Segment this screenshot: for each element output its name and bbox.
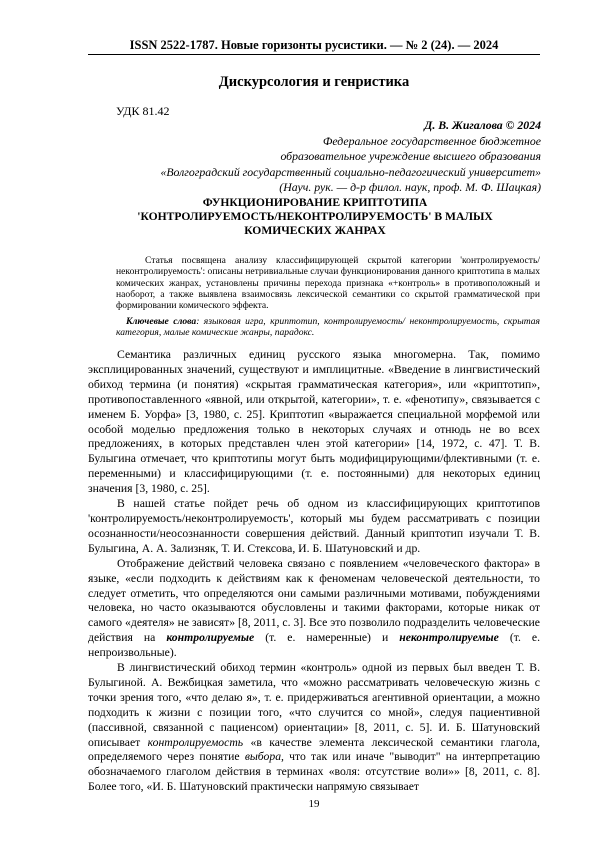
term-controllability: контролируемость [147, 735, 244, 749]
article-title [105, 196, 525, 238]
article-title-line: КОМИЧЕСКИХ ЖАНРАХ [244, 224, 386, 237]
supervisor-line: (Науч. рук. — д-р филол. наук, проф. М. Ф. Шацкая) [279, 180, 541, 195]
author-name: Д. В. Жигалова © 2024 [424, 118, 541, 132]
section-title: Дискурсология и генристика [218, 74, 410, 90]
paragraph-text: (т. е. намеренные) и [254, 631, 400, 645]
author-block [121, 118, 541, 196]
paragraph-text: (т. е. непроизвольные). [88, 631, 540, 660]
body-paragraph [88, 557, 540, 661]
running-header: ISSN 2522-1787. Новые горизонты русистики. — № 2 (24). — 2024 [129, 38, 499, 52]
body-paragraph: В нашей статье пойдет речь об одном из классифицирующих криптотипов 'контролируемость/неконтролируемость', который мы будем рассматривать с позиции осознанности/неосознанности совершения действий. Данный криптотип изучали Т. В. Булыгина, А. А. Зализняк, Т. И. Стексова, И. Б. Шатуновский и др. [88, 497, 540, 555]
term-choice: выбора, [244, 750, 284, 764]
term-controlled: контролируемые [166, 631, 255, 645]
body-paragraph: Семантика различных единиц русского языка многомерна. Так, помимо эксплицированных значений, существуют и имплицитные. «Введение в лингвистический обиход термина (и понятия) «скрытая грамматическая категория», или «криптотип», противопоставленного «явной, или открытой, категории», т. е. «фенотипу», связывается с именем Б. Уорфа» [3, 1980, с. 25]. Криптотип «выражается специальной морфемой или особой моделью предложения только в некоторых случаях и отнюдь не во всех предложениях, в которых представлен член этой категории» [14, 1972, с. 47]. Т. В. Булыгина отмечает, что криптотипы могут быть модифицирующими/флективными (т. е. переменными) и классифицирующими (т. е. постоянными) для некоторых единиц значения [3, 1980, с. 25]. [88, 348, 540, 496]
paragraph-text: В лингвистический обиход термин «контроль» одной из первых был введен Т. В. Булыгиной. А. Вежбицкая заметила, что «можно рассматривать человеческую жизнь с точки зрения того, «что делаю я», т. е. придерживаться агентивной ориентации, а можно подходить к жизни с позиции того, «что случится со мной», следуя пациентивной (пассивной, связанной с пациенсом) ориентации» [8, 2011, с. 5]. И. Б. Шатуновский описывает [88, 661, 540, 749]
article-body [88, 348, 540, 795]
term-uncontrolled: неконтролируемые [399, 631, 499, 645]
keywords-text: : языковая игра, криптотип, контролируемость/ неконтролируемость, скрытая категория, малые комические жанры, парадокс. [116, 316, 540, 339]
article-title-line: 'КОНТРОЛИРУЕМОСТЬ/НЕКОНТРОЛИРУЕМОСТЬ' В МАЛЫХ [137, 210, 493, 223]
paragraph-text: Отображение действий человека связано с появлением «человеческого фактора» в языке, «если подходить к действиям как к феноменам человеческой деятельности, то следует отметить, что определяются они самыми различными мотивами, побуждениями человека, но часто оказываются обусловлены и такими факторами, которые никак от самого «деятеля» не зависят» [8, 2011, с. 3]. Все это позволило подразделить человеческие действия на [88, 556, 540, 645]
affiliation-line: Федеральное государственное бюджетное [322, 133, 541, 148]
header-rule [88, 54, 540, 55]
article-title-line: ФУНКЦИОНИРОВАНИЕ КРИПТОТИПА [202, 196, 428, 209]
body-paragraph [88, 661, 540, 795]
affiliation-line: образовательное учреждение высшего образования [280, 149, 541, 164]
keywords-label: Ключевые слова [126, 316, 197, 327]
affiliation-line: «Волгоградский государственный социально-педагогический университет» [160, 164, 541, 179]
udk-code: УДК 81.42 [116, 104, 170, 118]
paragraph-text: «в качестве элемента лексической семантики глагола, определяемого через понятие [88, 735, 540, 764]
keywords [116, 316, 540, 339]
abstract: Статья посвящена анализу классифицирующей скрытой категории 'контролируемость/неконтролируемость': описаны нетривиальные случаи функционирования данного криптотипа в малых комических жанрах, установлены причины перехода признака «+контроль» в противоположный и наоборот, а также выявлена взаимосвязь лексической семантики со скрытой грамматической при формировании комического эффекта. [116, 255, 540, 312]
paragraph-text: что так или иначе "выводит" на интерпретацию обозначаемого глаголом действия в терминах «воля: отсутствие воли»» [8, 2011, с. 8]. Более того, «И. Б. Шатуновский практически напрямую связывает [88, 750, 540, 794]
page-number: 19 [308, 798, 320, 810]
